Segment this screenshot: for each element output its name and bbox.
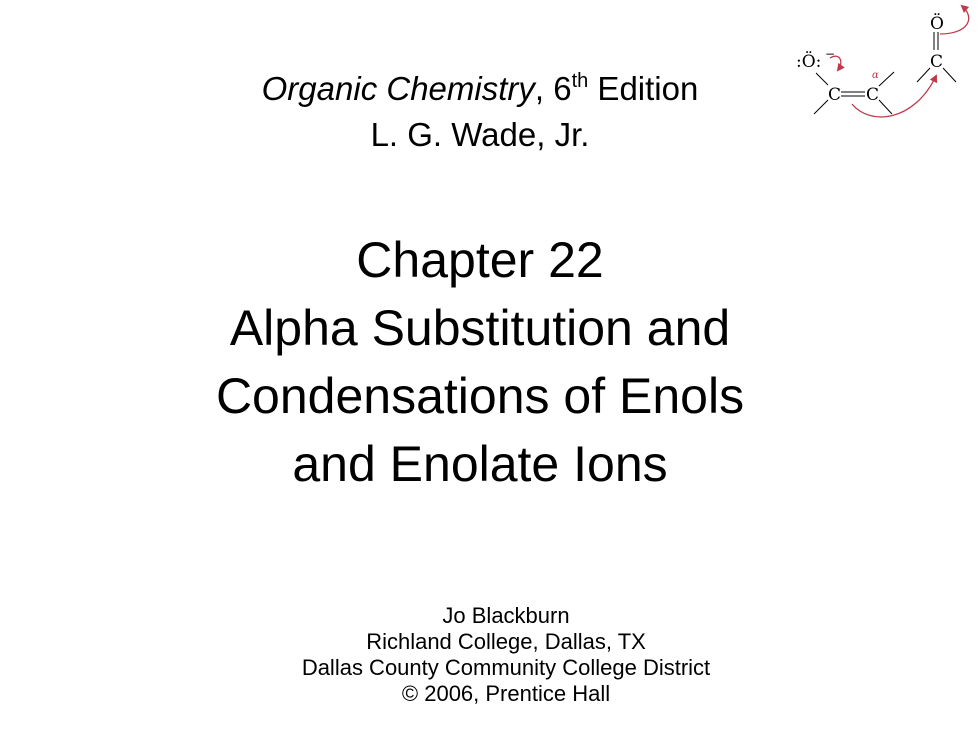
book-header <box>130 66 830 158</box>
copyright-text: 2006, Prentice Hall <box>418 681 611 706</box>
chapter-title-line-1: Alpha Substitution and <box>229 300 731 356</box>
carbon-left: C <box>828 85 842 105</box>
oxygen-charge: − <box>825 47 836 61</box>
chapter-title-line-3: and Enolate Ions <box>292 436 668 492</box>
edition-suffix: Edition <box>588 70 699 107</box>
carbonyl-carbon: C <box>930 52 944 72</box>
left-substituent-bond <box>814 100 828 114</box>
alpha-upper-bond <box>879 72 894 86</box>
edition-prefix: , 6 <box>534 70 572 107</box>
book-author: L. G. Wade, Jr. <box>370 116 590 153</box>
presenter-info <box>200 603 812 707</box>
chapter-number: Chapter 22 <box>356 232 604 288</box>
carbonyl-left-bond <box>917 68 930 82</box>
chapter-title <box>60 226 900 498</box>
carbonyl-right-bond <box>943 68 956 82</box>
carbon-alpha: C <box>866 85 880 105</box>
pi-bond-to-oxygen-arrow <box>940 6 969 34</box>
copyright-icon: © <box>401 681 419 706</box>
edition-superscript: th <box>571 70 589 92</box>
alpha-label: α <box>872 70 879 81</box>
alpha-lower-bond <box>879 100 892 114</box>
book-title-line <box>130 66 830 112</box>
presenter-district: Dallas County Community College District <box>301 655 711 680</box>
carbonyl-oxygen: Ö <box>930 14 944 34</box>
enolate-oxygen: :Ö: <box>796 52 822 72</box>
book-title: Organic Chemistry <box>261 70 535 107</box>
enolate-mechanism-diagram <box>790 0 980 130</box>
chapter-title-line-2: Condensations of Enols <box>215 368 745 424</box>
copyright-line <box>200 681 812 707</box>
o-c-bond <box>816 73 828 85</box>
presenter-college: Richland College, Dallas, TX <box>366 629 646 654</box>
presenter-name: Jo Blackburn <box>442 603 570 628</box>
